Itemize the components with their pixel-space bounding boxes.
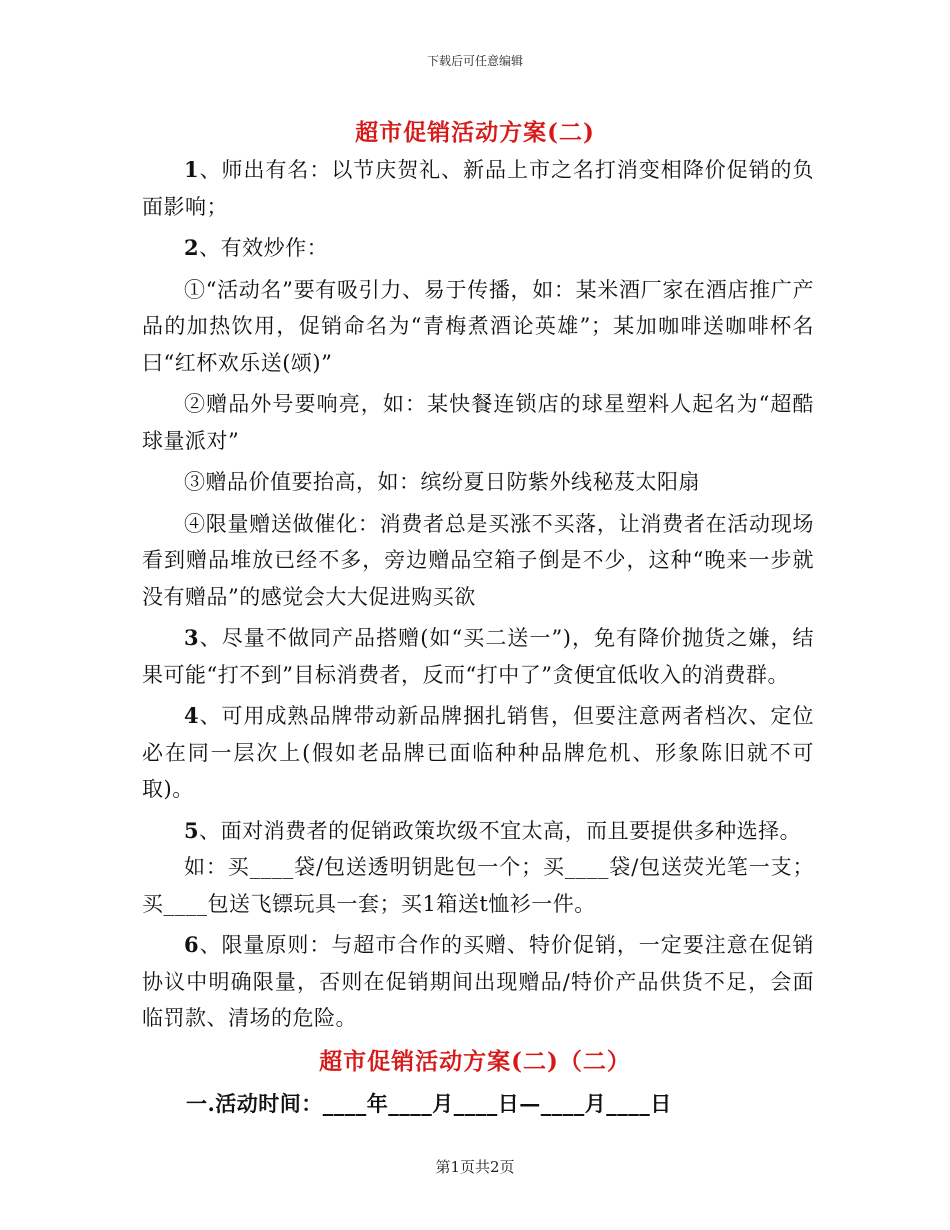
paragraph-4 bbox=[142, 698, 814, 808]
paragraph-number: 6 bbox=[184, 932, 200, 957]
page-header: 下载后可任意编辑 bbox=[426, 54, 523, 68]
paragraph-text: 、有效炒作： bbox=[199, 236, 329, 260]
paragraph-text: 、限量原则：与超市合作的买赠、特价促销，一定要注意在促销协议中明确限量，否则在促销期间出现赠品/特价产品供货不足，会面临罚款、清场的危险。 bbox=[142, 933, 814, 1030]
section-title: 超市促销活动方案(二)（二） bbox=[319, 1048, 631, 1075]
paragraph-text: 、面对消费者的促销政策坎级不宜太高，而且要提供多种选择。 bbox=[199, 818, 802, 843]
paragraph-2 bbox=[142, 230, 814, 267]
document-title: 超市促销活动方案(二) bbox=[355, 119, 595, 146]
paragraph-number: 1 bbox=[184, 157, 200, 182]
paragraph-text: ①“活动名”要有吸引力、易于传播，如：某米酒厂家在酒店推广产品的加热饮用，促销命名为“青梅煮酒论英雄”；某加咖啡送咖啡杯名曰“红杯欢乐送(颂)” bbox=[142, 277, 814, 375]
paragraph-text: ③赠品价值要抬高，如：缤纷夏日防紫外线秘芨太阳扇 bbox=[184, 470, 700, 494]
paragraph-text: ②赠品外号要响亮，如：某快餐连锁店的球星塑料人起名为“超酷球量派对” bbox=[142, 392, 814, 453]
paragraph-number: 5 bbox=[184, 817, 200, 843]
paragraph-text: 、师出有名：以节庆贺礼、新品上市之名打消变相降价促销的负面影响； bbox=[142, 158, 814, 219]
paragraph-6 bbox=[142, 927, 814, 1037]
paragraph-1 bbox=[142, 152, 814, 225]
paragraph-3 bbox=[142, 620, 814, 693]
paragraph-text: 、可用成熟品牌带动新品牌捆扎销售，但要注意两者档次、定位必在同一层次上(假如老品牌已面临种种品牌危机、形象陈旧就不可取)。 bbox=[142, 704, 814, 801]
page-footer: 第1页共2页 bbox=[435, 1158, 515, 1176]
paragraph-2-item-2 bbox=[142, 386, 814, 459]
paragraph-number: 3 bbox=[184, 625, 200, 650]
paragraph-2-item-4 bbox=[142, 506, 814, 616]
activity-time-heading: 一.活动时间：____年____月____日—____月____日 bbox=[186, 1091, 672, 1116]
paragraph-text: 、尽量不做同产品搭赠(如“买二送一”)，免有降价抛货之嫌，结果可能“打不到”目标消费者，反而“打中了”贪便宜低收入的消费群。 bbox=[142, 626, 814, 687]
paragraph-2-item-1 bbox=[142, 272, 814, 382]
paragraph-text: ④限量赠送做催化：消费者总是买涨不买落，让消费者在活动现场看到赠品堆放已经不多，旁边赠品空箱子倒是不少，这种“晚来一步就没有赠品”的感觉会大大促进购买欲 bbox=[142, 511, 814, 609]
document-body bbox=[142, 152, 814, 1037]
paragraph-text: 如：买____袋/包送透明钥匙包一个；买____袋/包送荧光笔一支；买____包送飞镖玩具一套；买1箱送t恤衫一件。 bbox=[142, 855, 814, 916]
paragraph-number: 4 bbox=[184, 703, 200, 728]
paragraph-5 bbox=[142, 813, 814, 850]
paragraph-number: 2 bbox=[184, 235, 200, 260]
paragraph-5-example bbox=[142, 849, 814, 922]
paragraph-2-item-3 bbox=[142, 464, 814, 501]
